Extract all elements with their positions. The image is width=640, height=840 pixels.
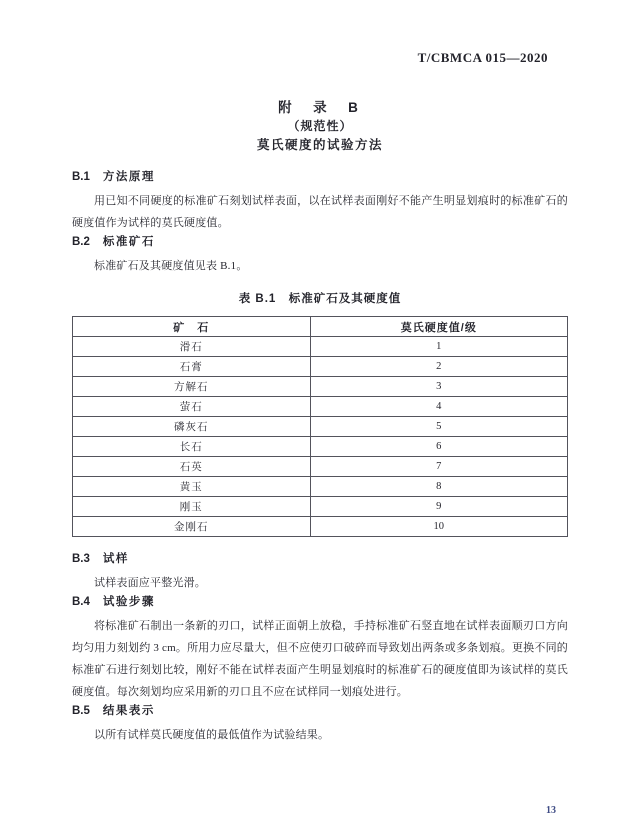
section-title: 试样 xyxy=(102,553,129,565)
column-header-hardness: 莫氏硬度值/级 xyxy=(310,317,567,337)
appendix-title-block xyxy=(0,98,640,155)
hardness-value: 2 xyxy=(310,357,567,377)
mineral-name: 长石 xyxy=(73,437,311,457)
hardness-value: 1 xyxy=(310,337,567,357)
hardness-value: 10 xyxy=(310,517,567,537)
page-content xyxy=(72,169,568,746)
hardness-value: 8 xyxy=(310,477,567,497)
mineral-name: 滑石 xyxy=(73,337,311,357)
table-caption: 表 B.1 标准矿石及其硬度值 xyxy=(238,293,402,305)
hardness-value: 3 xyxy=(310,377,567,397)
table-row xyxy=(73,377,568,397)
section-number: B.2 xyxy=(72,236,90,248)
table-row xyxy=(73,477,568,497)
section-heading-b4 xyxy=(72,594,568,610)
hardness-value: 7 xyxy=(310,457,567,477)
table-row xyxy=(73,357,568,377)
appendix-type: （规范性） xyxy=(287,119,353,133)
mineral-name: 方解石 xyxy=(73,377,311,397)
section-heading-b1 xyxy=(72,169,568,185)
hardness-value: 5 xyxy=(310,417,567,437)
column-header-mineral: 矿 石 xyxy=(73,317,311,337)
appendix-subject: 莫氏硬度的试验方法 xyxy=(256,138,383,152)
table-row xyxy=(73,517,568,537)
mineral-name: 石英 xyxy=(73,457,311,477)
section-number: B.5 xyxy=(72,705,90,717)
section-title: 方法原理 xyxy=(102,171,155,183)
mineral-name: 黄玉 xyxy=(73,477,311,497)
paragraph: 标准矿石及其硬度值见表 B.1。 xyxy=(94,260,248,272)
paragraph: 用已知不同硬度的标准矿石刻划试样表面，以在试样表面刚好不能产生明显划痕时的标准矿石的硬度值作为试样的莫氏硬度值。 xyxy=(72,195,568,229)
section-title: 标准矿石 xyxy=(102,236,155,248)
mineral-name: 金刚石 xyxy=(73,517,311,537)
hardness-value: 4 xyxy=(310,397,567,417)
section-heading-b2 xyxy=(72,234,568,250)
table-row xyxy=(73,417,568,437)
section-number: B.4 xyxy=(72,596,90,608)
paragraph: 将标准矿石制出一条新的刃口，试样正面朝上放稳，手持标准矿石竖直地在试样表面顺刃口方向均匀用力刻划约 3 cm。所用力应尽量大，但不应使刃口破碎而导致划出两条或多条划痕。更换不同的标准矿石进行刻划比较，刚好不能在试样表面产生明显划痕时的标准矿石的硬度值即为该试样的莫氏硬度值。每次刻划均应采用新的刃口且不应在试样同一划痕处进行。 xyxy=(72,620,568,698)
mineral-name: 萤石 xyxy=(73,397,311,417)
hardness-value: 6 xyxy=(310,437,567,457)
standard-number: T/CBMCA 015—2020 xyxy=(417,50,548,65)
paragraph: 试样表面应平整光滑。 xyxy=(94,577,206,589)
section-title: 试验步骤 xyxy=(102,596,155,608)
mineral-name: 石膏 xyxy=(73,357,311,377)
section-number: B.1 xyxy=(72,171,90,183)
mineral-name: 刚玉 xyxy=(73,497,311,517)
table-header-row xyxy=(73,317,568,337)
section-heading-b5 xyxy=(72,703,568,719)
table-row xyxy=(73,457,568,477)
paragraph: 以所有试样莫氏硬度值的最低值作为试验结果。 xyxy=(94,729,330,741)
section-number: B.3 xyxy=(72,553,90,565)
table-row xyxy=(73,397,568,417)
table-row xyxy=(73,337,568,357)
mineral-name: 磷灰石 xyxy=(73,417,311,437)
table-row xyxy=(73,437,568,457)
appendix-label: 附 录 B xyxy=(278,100,362,115)
table-row xyxy=(73,497,568,517)
minerals-hardness-table xyxy=(72,316,568,537)
hardness-value: 9 xyxy=(310,497,567,517)
section-title: 结果表示 xyxy=(102,705,155,717)
section-heading-b3 xyxy=(72,551,568,567)
page-number: 13 xyxy=(546,805,556,816)
